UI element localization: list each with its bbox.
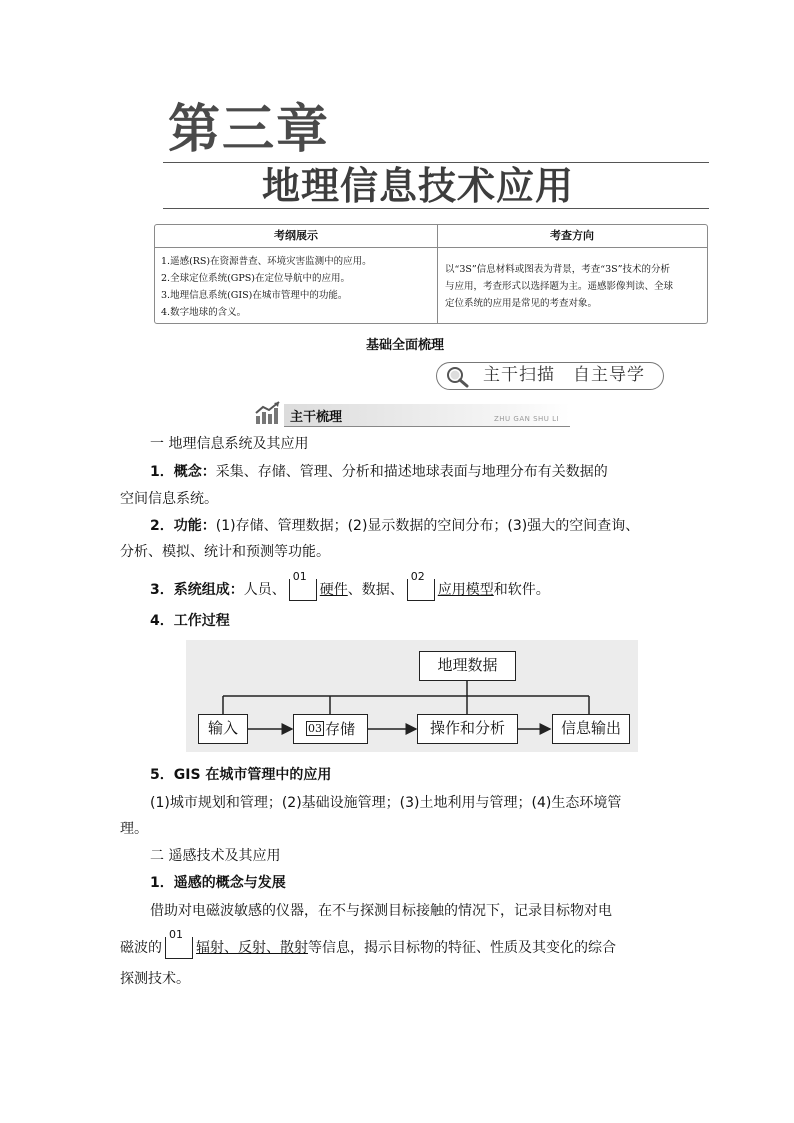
answer-blank — [407, 570, 435, 601]
composition-text-e: 和软件。 — [493, 582, 550, 598]
answer-radiation: 辐射、反射、散射 — [196, 940, 308, 956]
list-item: 4.数字地球的含义。 — [161, 307, 247, 318]
workflow-diagram — [186, 640, 638, 752]
direction-text — [445, 261, 701, 312]
rs-concept-text: 借助对电磁波敏感的仪器，在不与探测目标接触的情况下，记录目标物对电 — [150, 903, 612, 919]
concept-cont: 空间信息系统。 — [120, 491, 218, 507]
blank-number: 01 — [169, 928, 183, 941]
rs-text-post: 等信息，揭示目标物的特征、性质及其变化的综合 — [308, 940, 616, 956]
node-input: 输入 — [198, 714, 248, 744]
table-divider — [437, 247, 438, 323]
function-cont: 分析、模拟、统计和预测等功能。 — [120, 544, 330, 560]
scan-banner — [436, 362, 664, 390]
banner-text: 主干扫描 自主导学 — [483, 365, 645, 385]
function-text: (1)存储、管理数据；(2)显示数据的空间分布；(3)强大的空间查询、 — [215, 518, 640, 534]
concept-text: 采集、存储、管理、分析和描述地球表面与地理分布有关数据的 — [215, 464, 608, 480]
node-geodata: 地理数据 — [419, 651, 516, 681]
section-heading: 基础全面梳理 — [366, 338, 445, 353]
gis-city-text: (1)城市规划和管理；(2)基础设施管理；(3)土地利用与管理；(4)生态环境管 — [150, 795, 622, 811]
composition-line — [150, 570, 550, 601]
chapter-title: 地理信息技术应用 — [262, 164, 575, 208]
table-header-outline: 考纲展示 — [155, 225, 438, 248]
answer-hardware: 硬件 — [319, 582, 348, 598]
rs-concept-line2 — [120, 928, 616, 959]
answer-blank — [165, 928, 193, 959]
text-line: 以“3S”信息材料或图表为背景，考查“3S”技术的分析 — [445, 264, 671, 275]
text-line: 与应用，考查形式以选择题为主。遥感影像判读、全球 — [445, 281, 674, 292]
function-line — [150, 517, 639, 535]
node-storage-label: 存储 — [324, 720, 355, 738]
subsection-bar — [254, 400, 570, 428]
blank-number: 02 — [410, 570, 425, 583]
rs-text-pre: 磁波的 — [120, 940, 162, 956]
gis-city-heading: 5．GIS 在城市管理中的应用 — [150, 767, 332, 783]
trend-chart-icon — [254, 400, 282, 426]
node-storage — [293, 714, 368, 744]
exam-outline-table — [154, 224, 708, 324]
magnifier-icon — [445, 366, 471, 388]
table-header-direction: 考查方向 — [437, 225, 707, 248]
workflow-heading: 4．工作过程 — [150, 613, 230, 629]
list-item: 1.遥感(RS)在资源普查、环境灾害监测中的应用。 — [161, 256, 372, 267]
rs-concept-heading: 1．遥感的概念与发展 — [150, 875, 286, 891]
subbar-label: 主干梳理 — [290, 410, 343, 425]
blank-number: 03 — [307, 722, 322, 735]
node-output: 信息输出 — [552, 714, 630, 744]
node-operate-analyze: 操作和分析 — [417, 714, 518, 744]
blank-number: 01 — [292, 570, 307, 583]
composition-text-c: 、数据、 — [347, 582, 404, 598]
outline-list — [161, 253, 433, 321]
section-1-heading: 一 地理信息系统及其应用 — [150, 436, 309, 452]
section-2-heading: 二 遥感技术及其应用 — [150, 848, 281, 864]
answer-blank — [289, 570, 317, 601]
subbar-underline — [284, 426, 570, 427]
answer-app-model: 应用模型 — [437, 582, 494, 598]
concept-label: 1．概念： — [150, 464, 216, 480]
concept-line — [150, 463, 608, 481]
title-rule-bottom — [163, 208, 709, 209]
composition-label: 3．系统组成： — [150, 582, 244, 598]
function-label: 2．功能： — [150, 518, 216, 534]
chapter-number: 第三章 — [168, 100, 331, 160]
rs-concept-cont: 探测技术。 — [120, 971, 190, 987]
gis-city-cont: 理。 — [120, 821, 148, 837]
list-item: 2.全球定位系统(GPS)在定位导航中的应用。 — [161, 273, 350, 284]
text-line: 定位系统的应用是常见的考查对象。 — [445, 298, 598, 309]
composition-text-a: 人员、 — [243, 582, 286, 598]
list-item: 3.地理信息系统(GIS)在城市管理中的功能。 — [161, 290, 348, 301]
subbar-pinyin: ZHU GAN SHU LI — [494, 415, 560, 423]
